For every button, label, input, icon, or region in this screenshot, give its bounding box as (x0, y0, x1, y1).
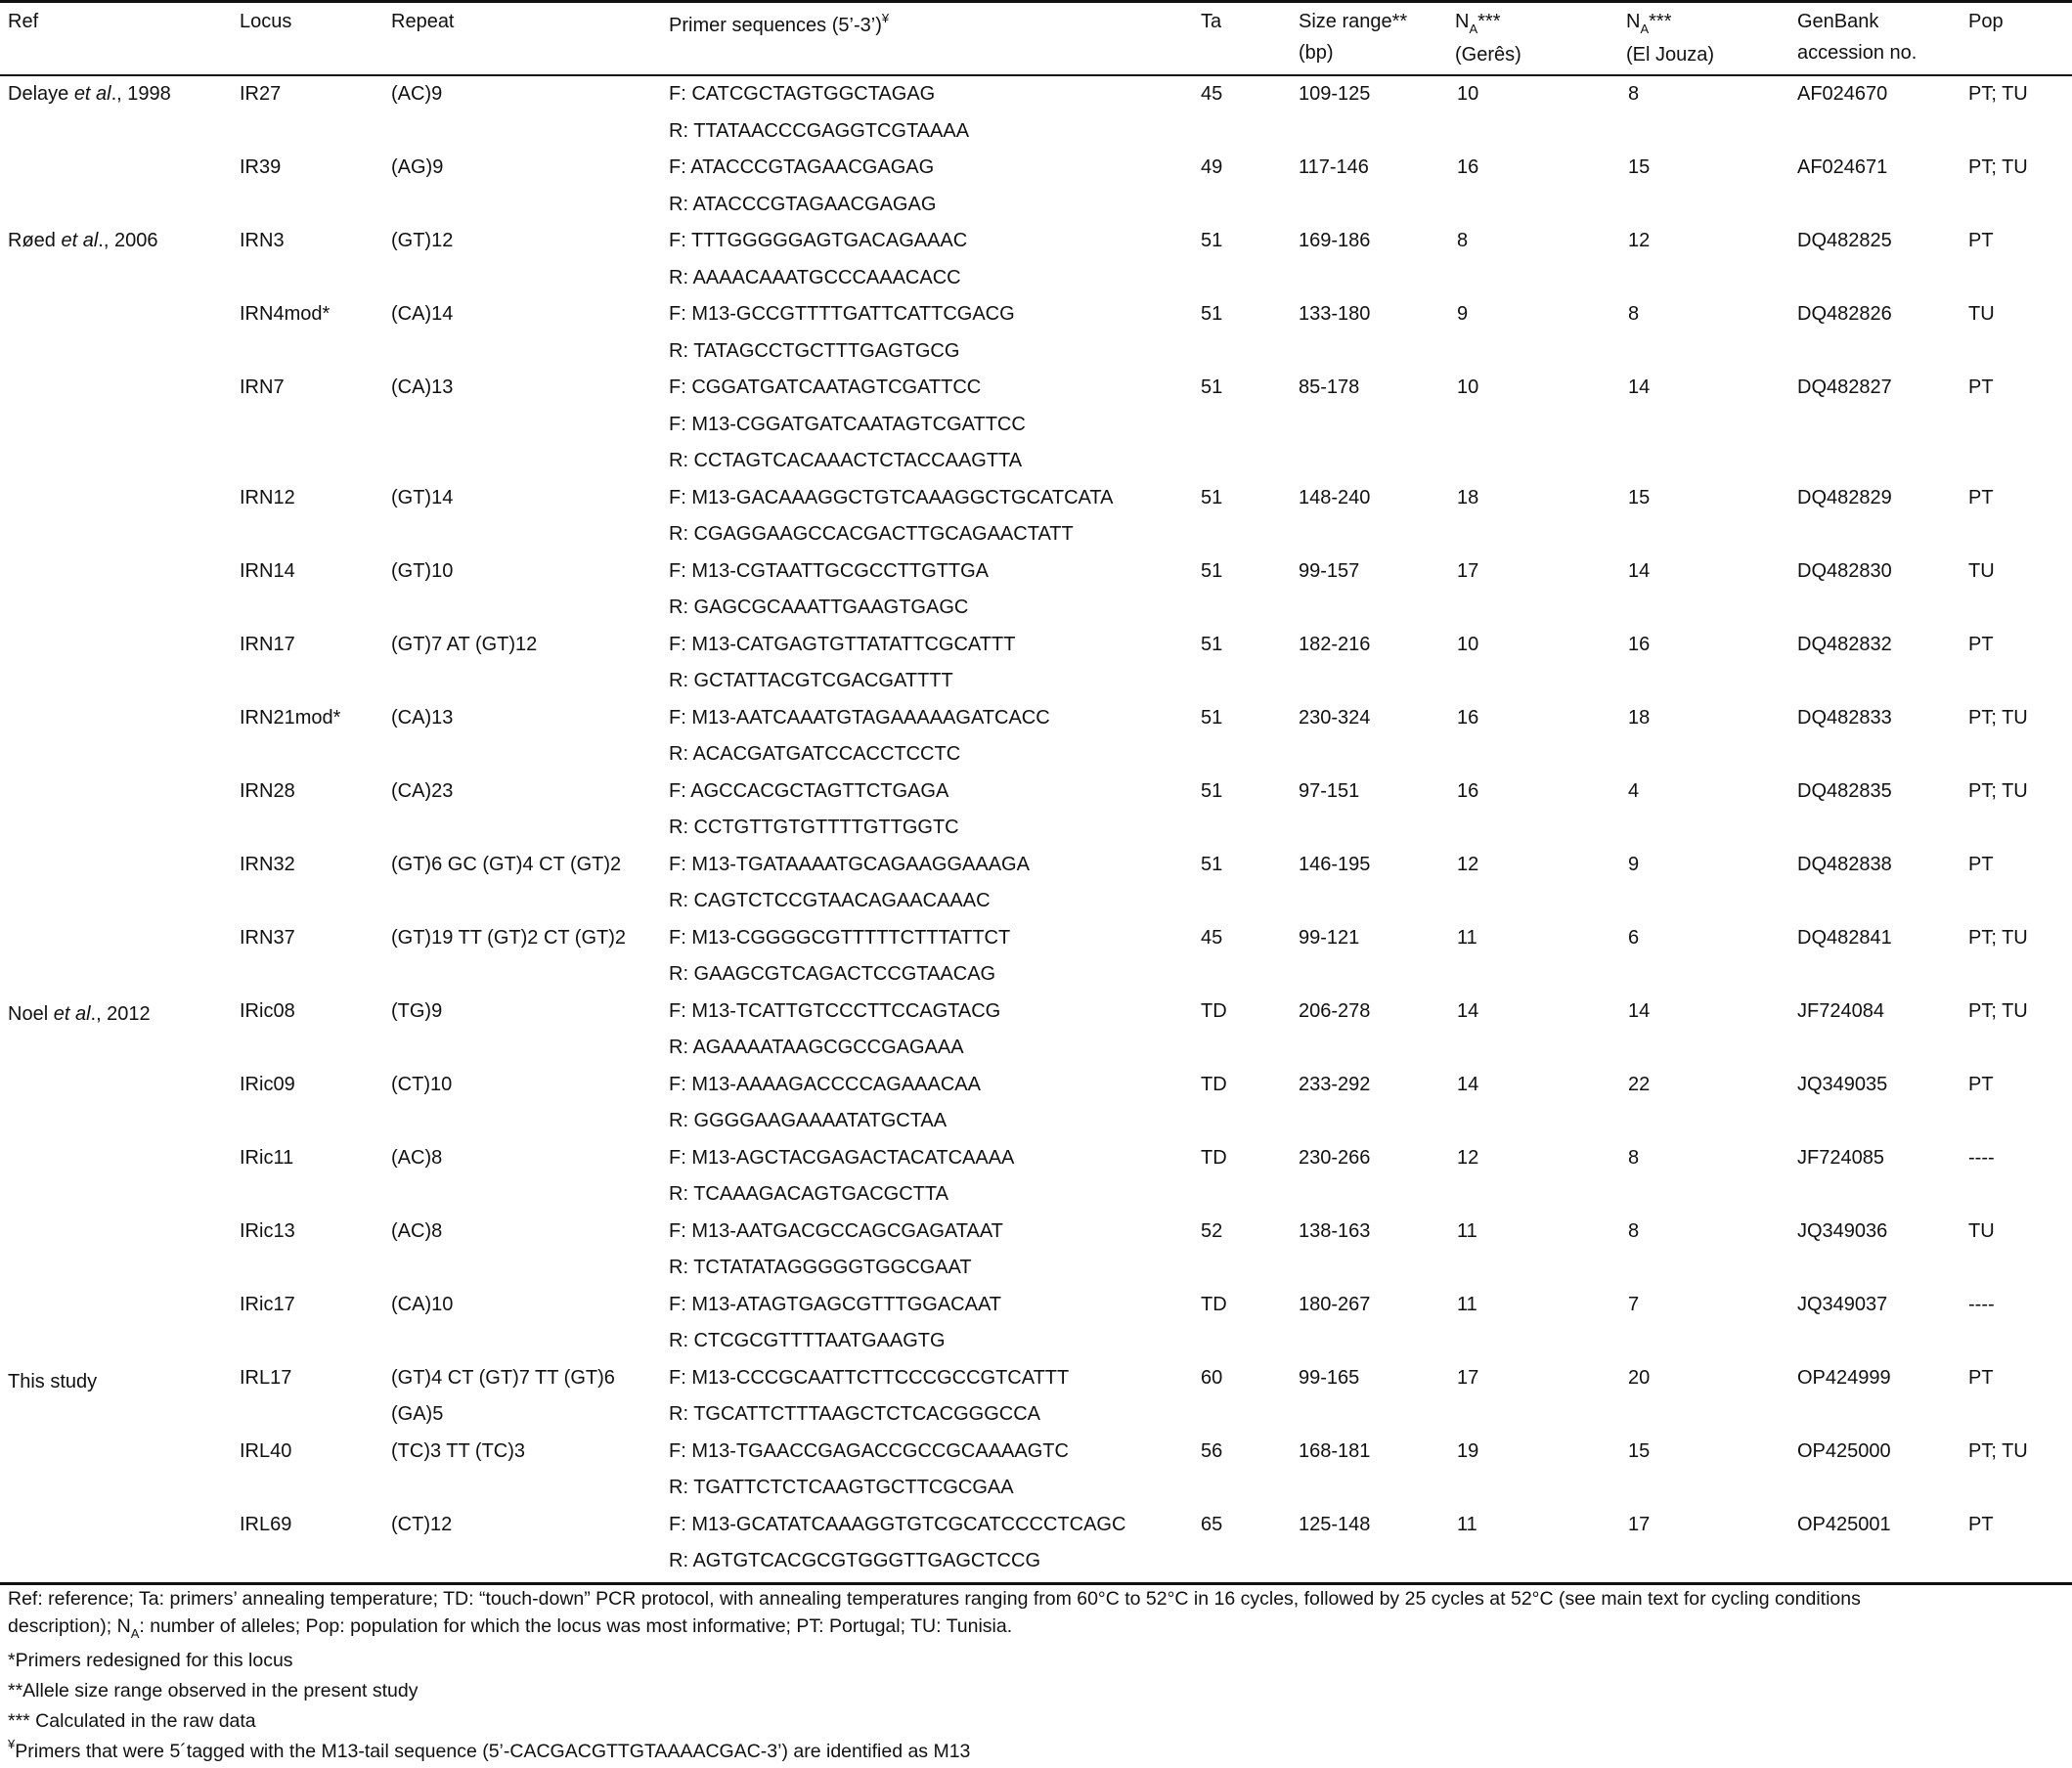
header-size-line2: (bp) (1299, 42, 1334, 64)
cell-pop: PT; TU (1968, 706, 2028, 729)
cell-genbank-accession: DQ482825 (1797, 230, 1892, 251)
cell-primer: F: ATACCCGTAGAACGAGAG (669, 156, 935, 178)
cell-primer: R: AGAAAATAAGCGCCGAGAAA (669, 1037, 964, 1058)
cell-size-range: 180-267 (1299, 1293, 1371, 1315)
cell-size-range: 133-180 (1299, 303, 1371, 325)
cell-na-geres: 19 (1457, 1439, 1479, 1462)
cell-na-geres: 12 (1457, 1146, 1479, 1169)
cell-na-geres: 14 (1457, 1073, 1479, 1095)
cell-genbank-accession: JF724084 (1797, 999, 1884, 1022)
cell-primer: F: M13-AGCTACGAGACTACATCAAAA (669, 1146, 1015, 1169)
cell-locus: IRic13 (240, 1219, 295, 1242)
cell-primer: F: M13-CCCGCAATTCTTCCCGCCGTCATTT (669, 1366, 1070, 1389)
table-top-rule (0, 0, 2072, 3)
cell-ta: 52 (1201, 1219, 1223, 1242)
cell-size-range: 230-266 (1299, 1146, 1371, 1169)
cell-locus: IRN37 (240, 926, 295, 949)
ref-etal: et al (61, 230, 99, 251)
cell-repeat: (CA)13 (391, 376, 454, 398)
cell-pop: PT (1968, 633, 1994, 655)
cell-na-geres: 9 (1457, 303, 1469, 325)
cell-locus: IRN3 (240, 230, 285, 251)
header-na-geres-stars: *** (1477, 11, 1501, 32)
cell-pop: TU (1968, 1219, 1995, 1242)
footnote-raw-data: *** Calculated in the raw data (8, 1710, 256, 1732)
cell-primer: R: TGATTCTCTCAAGTGCTTCGCGAA (669, 1477, 1014, 1498)
cell-primer: F: M13-AATCAAATGTAGAAAAAGATCACC (669, 706, 1050, 729)
cell-size-range: 146-195 (1299, 853, 1371, 875)
header-pop: Pop (1968, 11, 2004, 32)
cell-pop: PT; TU (1968, 156, 2028, 178)
cell-locus: IRN4mod* (240, 303, 331, 325)
cell-repeat: (AC)8 (391, 1146, 443, 1169)
ref-etal: et al (73, 83, 111, 105)
cell-repeat: (AC)8 (391, 1219, 443, 1242)
cell-na-jouza: 7 (1628, 1293, 1640, 1315)
cell-ta: 60 (1201, 1366, 1223, 1389)
cell-repeat: (CA)23 (391, 779, 454, 802)
cell-size-range: 125-148 (1299, 1513, 1371, 1535)
header-size-line1: Size range** (1299, 11, 1408, 32)
cell-size-range: 85-178 (1299, 376, 1360, 398)
cell-repeat: (GT)6 GC (GT)4 CT (GT)2 (391, 853, 622, 875)
cell-primer: F: M13-CGGATGATCAATAGTCGATTCC (669, 413, 1026, 435)
cell-ta: TD (1201, 1293, 1227, 1315)
ref-author: Noel (8, 1003, 54, 1025)
cell-pop: PT (1968, 230, 1994, 251)
cell-pop: PT (1968, 1073, 1994, 1095)
cell-genbank-accession: OP424999 (1797, 1366, 1891, 1389)
ref-year: ., 2006 (98, 230, 158, 251)
cell-size-range: 99-121 (1299, 926, 1360, 949)
cell-primer: F: M13-GACAAAGGCTGTCAAAGGCTGCATCATA (669, 486, 1114, 508)
cell-na-jouza: 14 (1628, 559, 1651, 582)
cell-primer: R: CAGTCTCCGTAACAGAACAAAC (669, 890, 991, 911)
cell-na-geres: 8 (1457, 230, 1469, 251)
cell-primer: F: M13-CGTAATTGCGCCTTGTTGA (669, 559, 990, 582)
cell-pop: PT (1968, 1513, 1994, 1535)
cell-repeat: (GT)7 AT (GT)12 (391, 633, 538, 655)
cell-locus: IRic17 (240, 1293, 295, 1315)
footnote-legend-2a: description); N (8, 1615, 131, 1637)
cell-primer: R: GAAGCGTCAGACTCCGTAACAG (669, 963, 996, 985)
cell-primer: F: M13-CGGGGCGTTTTTCTTTATTCT (669, 926, 1011, 949)
cell-primer: F: M13-GCATATCAAAGGTGTCGCATCCCCTCAGC (669, 1513, 1126, 1535)
ref-year: ., 1998 (110, 83, 171, 105)
cell-genbank-accession: AF024670 (1797, 83, 1888, 105)
cell-locus: IRic11 (240, 1146, 294, 1169)
cell-ta: 65 (1201, 1513, 1223, 1535)
cell-na-geres: 17 (1457, 1366, 1479, 1389)
cell-repeat: (GT)14 (391, 486, 454, 508)
footnote-size-range: **Allele size range observed in the present study (8, 1680, 419, 1702)
cell-genbank-accession: JQ349035 (1797, 1073, 1888, 1095)
footnote-legend-1: Ref: reference; Ta: primers’ annealing temperature; TD: “touch-down” PCR protocol, with annealing temperatures ranging from 60°C to 52°C in 16 cycles, followed by 25 cycles at 52°C (see main text for cycling conditions (8, 1588, 1861, 1610)
cell-locus: IRL17 (240, 1366, 292, 1389)
cell-pop: PT; TU (1968, 83, 2028, 105)
cell-primer: F: CATCGCTAGTGGCTAGAG (669, 83, 936, 105)
header-na-geres-line2: (Gerês) (1455, 44, 1521, 66)
cell-locus: IR39 (240, 156, 282, 178)
cell-na-geres: 11 (1457, 1513, 1477, 1535)
cell-primer: R: GGGGAAGAAAATATGCTAA (669, 1110, 948, 1131)
cell-size-range: 230-324 (1299, 706, 1371, 729)
ref-year: ., 2012 (90, 1003, 151, 1025)
header-na-geres-n: N (1455, 11, 1470, 32)
cell-primer: R: GAGCGCAAATTGAAGTGAGC (669, 597, 969, 618)
cell-primer: F: M13-CATGAGTGTTATATTCGCATTT (669, 633, 1016, 655)
header-primer (669, 10, 889, 43)
cell-primer: F: M13-AATGACGCCAGCGAGATAAT (669, 1219, 1003, 1242)
cell-ta: TD (1201, 999, 1227, 1022)
header-na-jouza-sub: A (1640, 22, 1650, 36)
cell-ta: 51 (1201, 230, 1223, 251)
cell-primer: R: TTATAACCCGAGGTCGTAAAA (669, 119, 970, 142)
cell-genbank-accession: JQ349036 (1797, 1219, 1888, 1242)
cell-ta: 49 (1201, 156, 1223, 178)
cell-primer: R: TCAAAGACAGTGACGCTTA (669, 1183, 948, 1205)
cell-repeat: (GA)5 (391, 1403, 444, 1425)
header-na-geres (1455, 6, 1521, 70)
cell-locus: IRL69 (240, 1513, 292, 1535)
header-ta: Ta (1201, 11, 1222, 32)
cell-size-range: 97-151 (1299, 779, 1360, 802)
cell-na-jouza: 8 (1628, 303, 1640, 325)
cell-size-range: 148-240 (1299, 486, 1371, 508)
cell-genbank-accession: DQ482832 (1797, 633, 1892, 655)
cell-size-range: 117-146 (1299, 156, 1369, 178)
cell-primer: F: AGCCACGCTAGTTCTGAGA (669, 779, 949, 802)
cell-repeat: (AC)9 (391, 83, 443, 105)
cell-primer: F: M13-TCATTGTCCCTTCCAGTACG (669, 999, 1001, 1022)
cell-size-range: 99-165 (1299, 1366, 1360, 1389)
cell-size-range: 233-292 (1299, 1073, 1371, 1095)
cell-genbank-accession: DQ482838 (1797, 853, 1892, 875)
cell-ta: 56 (1201, 1439, 1223, 1462)
cell-pop: PT (1968, 486, 1994, 508)
cell-genbank-accession: OP425001 (1797, 1513, 1891, 1535)
cell-repeat: (TC)3 TT (TC)3 (391, 1439, 526, 1462)
cell-primer: R: CTCGCGTTTTAATGAAGTG (669, 1330, 946, 1351)
cell-pop: PT; TU (1968, 926, 2028, 949)
cell-repeat: (CA)10 (391, 1293, 454, 1315)
cell-na-geres: 10 (1457, 83, 1479, 105)
cell-locus: IR27 (240, 83, 282, 105)
cell-size-range: 169-186 (1299, 230, 1371, 251)
cell-na-jouza: 14 (1628, 999, 1651, 1022)
header-na-jouza-stars: *** (1649, 11, 1672, 32)
cell-pop: PT; TU (1968, 1439, 2028, 1462)
cell-primer: R: CGAGGAAGCCACGACTTGCAGAACTATT (669, 523, 1074, 545)
cell-pop: PT (1968, 1366, 1994, 1389)
cell-size-range: 138-163 (1299, 1219, 1371, 1242)
cell-na-jouza: 8 (1628, 1219, 1640, 1242)
cell-locus: IRN14 (240, 559, 295, 582)
cell-primer: R: CCTAGTCACAAACTCTACCAAGTTA (669, 450, 1023, 471)
cell-genbank-accession: DQ482827 (1797, 376, 1892, 398)
cell-na-jouza: 15 (1628, 156, 1651, 178)
cell-primer: R: TGCATTCTTTAAGCTCTCACGGGCCA (669, 1403, 1040, 1425)
footnote-m13-mark: ¥ (8, 1737, 16, 1751)
cell-primer: R: TCTATATAGGGGGTGGCGAAT (669, 1257, 972, 1278)
footnote-legend-2 (8, 1612, 1012, 1643)
cell-na-jouza: 22 (1628, 1073, 1651, 1095)
header-bottom-rule (0, 74, 2072, 76)
cell-locus: IRic08 (240, 999, 295, 1022)
cell-na-geres: 10 (1457, 633, 1479, 655)
cell-locus: IRN12 (240, 486, 295, 508)
cell-na-geres: 16 (1457, 779, 1479, 802)
cell-ta: 51 (1201, 779, 1223, 802)
cell-primer: R: ACACGATGATCCACCTCCTC (669, 743, 961, 765)
cell-na-jouza: 20 (1628, 1366, 1651, 1389)
cell-primer: R: TATAGCCTGCTTTGAGTGCG (669, 339, 960, 362)
cell-ta: TD (1201, 1146, 1227, 1169)
header-primer-label: Primer sequences (5’-3’) (669, 15, 882, 36)
cell-na-geres: 16 (1457, 706, 1479, 729)
cell-repeat: (CT)12 (391, 1513, 453, 1535)
cell-size-range: 99-157 (1299, 559, 1360, 582)
cell-primer: F: M13-AAAAGACCCCAGAAACAA (669, 1073, 981, 1095)
cell-locus: IRN21mod* (240, 706, 341, 729)
cell-pop: TU (1968, 559, 1995, 582)
cell-primer: F: M13-GCCGTTTTGATTCATTCGACG (669, 303, 1015, 325)
cell-na-jouza: 6 (1628, 926, 1640, 949)
cell-pop: PT; TU (1968, 779, 2028, 802)
cell-na-geres: 11 (1457, 926, 1477, 949)
cell-genbank-accession: DQ482841 (1797, 926, 1892, 949)
cell-genbank-accession: JF724085 (1797, 1146, 1884, 1169)
cell-na-geres: 14 (1457, 999, 1479, 1022)
cell-ta: 45 (1201, 83, 1223, 105)
cell-pop: PT (1968, 376, 1994, 398)
ref-group-delaye (8, 81, 171, 107)
cell-primer: F: TTTGGGGGAGTGACAGAAAC (669, 230, 968, 251)
cell-na-jouza: 15 (1628, 486, 1651, 508)
header-genbank (1797, 6, 1917, 68)
cell-repeat: (GT)10 (391, 559, 454, 582)
cell-size-range: 206-278 (1299, 999, 1371, 1022)
header-genbank-line2: accession no. (1797, 42, 1918, 64)
header-na-jouza (1626, 6, 1714, 70)
ref-author: Delaye (8, 83, 74, 105)
ref-group-noel (8, 1001, 151, 1027)
cell-locus: IRic09 (240, 1073, 295, 1095)
ref-group-roed (8, 228, 157, 253)
cell-genbank-accession: JQ349037 (1797, 1293, 1888, 1315)
cell-locus: IRN28 (240, 779, 295, 802)
cell-na-jouza: 9 (1628, 853, 1640, 875)
cell-locus: IRN7 (240, 376, 285, 398)
footnote-legend-2b: : number of alleles; Pop: population for which the locus was most informative; PT: Portugal; TU: Tunisia. (139, 1615, 1013, 1637)
cell-repeat: (TG)9 (391, 999, 443, 1022)
cell-size-range: 182-216 (1299, 633, 1371, 655)
cell-pop: PT (1968, 853, 1994, 875)
cell-na-jouza: 18 (1628, 706, 1651, 729)
cell-locus: IRN32 (240, 853, 295, 875)
cell-na-jouza: 16 (1628, 633, 1651, 655)
cell-pop: ---- (1968, 1293, 1995, 1315)
header-primer-mark: ¥ (881, 11, 890, 25)
cell-pop: PT; TU (1968, 999, 2028, 1022)
cell-locus: IRL40 (240, 1439, 292, 1462)
footnote-legend-2-sub: A (130, 1626, 140, 1641)
cell-na-jouza: 17 (1628, 1513, 1651, 1535)
cell-primer: R: AGTGTCACGCGTGGGTTGAGCTCCG (669, 1550, 1040, 1571)
cell-genbank-accession: AF024671 (1797, 156, 1888, 178)
cell-primer: F: M13-ATAGTGAGCGTTTGGACAAT (669, 1293, 1002, 1315)
cell-na-geres: 12 (1457, 853, 1479, 875)
cell-ta: 51 (1201, 486, 1223, 508)
cell-locus: IRN17 (240, 633, 295, 655)
cell-na-jouza: 8 (1628, 1146, 1640, 1169)
ref-etal: et al (53, 1003, 91, 1025)
header-na-geres-sub: A (1469, 22, 1478, 36)
cell-ta: 51 (1201, 376, 1223, 398)
cell-primer: F: CGGATGATCAATAGTCGATTCC (669, 376, 982, 398)
cell-size-range: 109-125 (1299, 83, 1371, 105)
cell-repeat: (CA)13 (391, 706, 454, 729)
footnote-m13-text: Primers that were 5´tagged with the M13-tail sequence (5’-CACGACGTTGTAAAACGAC-3’) are identified as M13 (15, 1741, 971, 1762)
cell-na-geres: 10 (1457, 376, 1479, 398)
cell-repeat: (AG)9 (391, 156, 444, 178)
header-locus: Locus (240, 11, 292, 32)
ref-group-this-study (8, 1369, 97, 1394)
cell-primer: R: GCTATTACGTCGACGATTTT (669, 670, 953, 691)
cell-na-jouza: 8 (1628, 83, 1640, 105)
cell-repeat: (CT)10 (391, 1073, 453, 1095)
header-na-jouza-n: N (1626, 11, 1641, 32)
cell-genbank-accession: DQ482826 (1797, 303, 1892, 325)
cell-na-geres: 11 (1457, 1219, 1477, 1242)
cell-ta: 45 (1201, 926, 1223, 949)
cell-primer: R: AAAACAAATGCCCAAACACC (669, 266, 961, 288)
cell-genbank-accession: DQ482835 (1797, 779, 1892, 802)
cell-repeat: (CA)14 (391, 303, 454, 325)
cell-repeat: (GT)19 TT (GT)2 CT (GT)2 (391, 926, 627, 949)
cell-na-geres: 18 (1457, 486, 1479, 508)
header-ref: Ref (8, 11, 39, 32)
cell-na-jouza: 4 (1628, 779, 1640, 802)
cell-repeat: (GT)4 CT (GT)7 TT (GT)6 (391, 1366, 615, 1389)
cell-primer: F: M13-TGAACCGAGACCGCCGCAAAAGTC (669, 1439, 1069, 1462)
cell-na-geres: 11 (1457, 1293, 1477, 1315)
cell-ta: TD (1201, 1073, 1227, 1095)
cell-genbank-accession: DQ482829 (1797, 486, 1892, 508)
cell-primer: R: CCTGTTGTGTTTTGTTGGTC (669, 817, 959, 838)
cell-na-jouza: 14 (1628, 376, 1651, 398)
cell-pop: TU (1968, 303, 1995, 325)
header-na-jouza-line2: (El Jouza) (1626, 44, 1715, 66)
cell-na-jouza: 12 (1628, 230, 1651, 251)
cell-na-geres: 17 (1457, 559, 1479, 582)
cell-genbank-accession: DQ482833 (1797, 706, 1892, 729)
cell-genbank-accession: DQ482830 (1797, 559, 1892, 582)
cell-genbank-accession: OP425000 (1797, 1439, 1891, 1462)
header-genbank-line1: GenBank (1797, 11, 1879, 32)
cell-ta: 51 (1201, 559, 1223, 582)
cell-na-jouza: 15 (1628, 1439, 1651, 1462)
cell-ta: 51 (1201, 706, 1223, 729)
cell-na-geres: 16 (1457, 156, 1479, 178)
cell-repeat: (GT)12 (391, 230, 454, 251)
ref-author: This study (8, 1371, 98, 1392)
cell-ta: 51 (1201, 303, 1223, 325)
cell-ta: 51 (1201, 633, 1223, 655)
header-repeat: Repeat (391, 11, 455, 32)
cell-primer: F: M13-TGATAAAATGCAGAAGGAAAGA (669, 853, 1030, 875)
cell-pop: ---- (1968, 1146, 1995, 1169)
cell-size-range: 168-181 (1299, 1439, 1371, 1462)
cell-primer: R: ATACCCGTAGAACGAGAG (669, 193, 937, 215)
header-size (1299, 6, 1407, 68)
cell-ta: 51 (1201, 853, 1223, 875)
ref-author: Røed (8, 230, 62, 251)
footnote-m13 (8, 1737, 970, 1768)
footnote-redesigned: *Primers redesigned for this locus (8, 1650, 293, 1671)
